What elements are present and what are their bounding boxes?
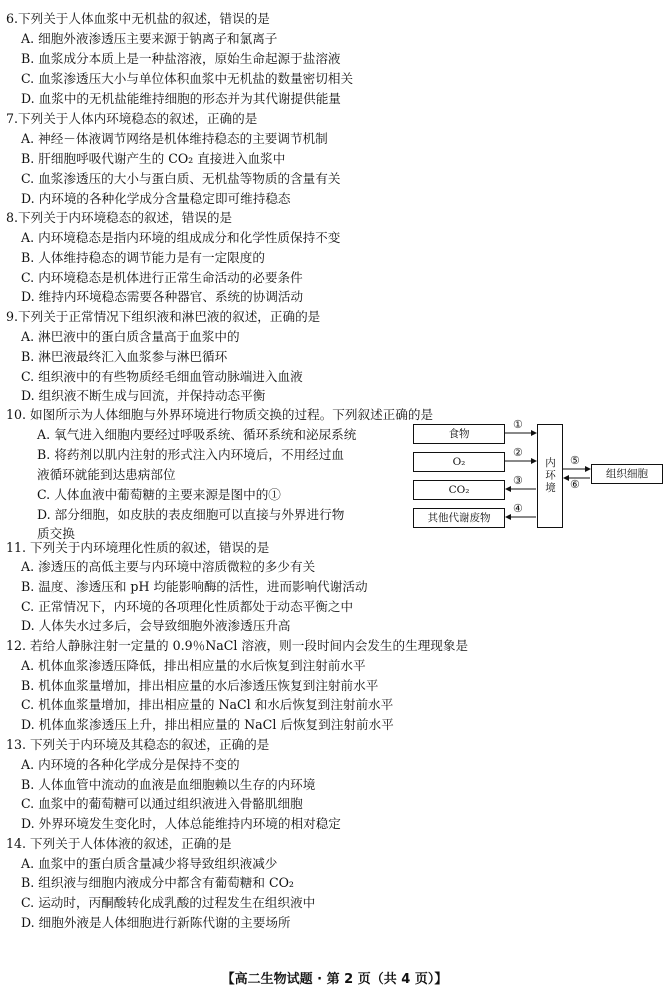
option-d: D. 维持内环境稳态需要各种器官、系统的协调活动: [21, 289, 304, 304]
option-b: B. 机体血浆量增加，排出相应量的水后渗透压恢复到注射前水平: [21, 678, 379, 693]
option-c: C. 血浆渗透压大小与单位体积血浆中无机盐的数量密切相关: [21, 71, 354, 86]
option-a: A. 淋巴液中的蛋白质含量高于血浆中的: [21, 329, 240, 344]
option-d: D. 内环境的各种化学成分含量稳定即可维持稳态: [21, 191, 291, 206]
question-stem: 13. 下列关于内环境及其稳态的叙述，正确的是: [6, 737, 270, 752]
marker-6: ⑥: [570, 478, 580, 491]
question-stem: 14. 下列关于人体体液的叙述，正确的是: [6, 836, 232, 851]
internal-environment-label: 内环境: [544, 457, 556, 495]
option-d: D. 人体失水过多后，会导致细胞外液渗透压升高: [21, 618, 291, 633]
question-stem: 6.下列关于人体血浆中无机盐的叙述，错误的是: [6, 11, 270, 26]
option-d: D. 细胞外液是人体细胞进行新陈代谢的主要场所: [21, 915, 291, 930]
marker-3: ③: [513, 474, 523, 487]
option-b-continued: 液循环就能到达患病部位: [37, 467, 176, 482]
question-stem: 9.下列关于正常情况下组织液和淋巴液的叙述，正确的是: [6, 309, 321, 324]
box-oxygen: O₂: [413, 452, 505, 472]
question-stem: 8.下列关于内环境稳态的叙述，错误的是: [6, 210, 233, 225]
question-stem: 12. 若给人静脉注射一定量的 0.9％NaCl 溶液，则一段时间内会发生的生理现象是: [6, 638, 469, 653]
option-d: D. 部分细胞，如皮肤的表皮细胞可以直接与外界进行物: [37, 507, 345, 522]
box-tissue-cell: 组织细胞: [591, 464, 663, 484]
marker-1: ①: [513, 418, 523, 431]
exchange-diagram: [410, 420, 665, 532]
option-d: D. 组织液不断生成与回流，并保持动态平衡: [21, 388, 266, 403]
option-b: B. 人体血管中流动的血液是血细胞赖以生存的内环境: [21, 777, 316, 792]
option-d: D. 外界环境发生变化时，人体总能维持内环境的相对稳定: [21, 816, 341, 831]
question-stem: 7.下列关于人体内环境稳态的叙述，正确的是: [6, 111, 258, 126]
box-food: 食物: [413, 424, 505, 444]
marker-2: ②: [513, 446, 523, 459]
option-b: B. 温度、渗透压和 pH 均能影响酶的活性，进而影响代谢活动: [21, 579, 368, 594]
option-c: C. 运动时，丙酮酸转化成乳酸的过程发生在组织液中: [21, 895, 316, 910]
diagram-arrows: [410, 420, 665, 532]
box-co2: CO₂: [413, 480, 505, 500]
option-b: B. 组织液与细胞内液成分中都含有葡萄糖和 CO₂: [21, 875, 294, 890]
option-a: A. 内环境的各种化学成分是保持不变的: [21, 757, 240, 772]
option-a: A. 机体血浆渗透压降低，排出相应量的水后恢复到注射前水平: [21, 658, 366, 673]
option-a: A. 渗透压的高低主要与内环境中溶质微粒的多少有关: [21, 559, 316, 574]
option-d-continued: 质交换: [37, 526, 75, 541]
option-a: A. 氧气进入细胞内要经过呼吸系统、循环系统和泌尿系统: [37, 427, 357, 442]
option-c: C. 人体血液中葡萄糖的主要来源是图中的①: [37, 487, 281, 502]
page-footer: 【高二生物试题 · 第 2 页（共 4 页）】: [221, 972, 448, 987]
option-c: C. 血浆中的葡萄糖可以通过组织液进入骨骼肌细胞: [21, 796, 303, 811]
option-c: C. 机体血浆量增加，排出相应量的 NaCl 和水后恢复到注射前水平: [21, 697, 394, 712]
option-c: C. 血浆渗透压的大小与蛋白质、无机盐等物质的含量有关: [21, 171, 341, 186]
option-b: B. 淋巴液最终汇入血浆参与淋巴循环: [21, 349, 228, 364]
option-a: A. 细胞外液渗透压主要来源于钠离子和氯离子: [21, 31, 278, 46]
option-c: C. 内环境稳态是机体进行正常生命活动的必要条件: [21, 270, 303, 285]
option-a: A. 内环境稳态是指内环境的组成成分和化学性质保持不变: [21, 230, 341, 245]
option-a: A. 血浆中的蛋白质含量减少将导致组织液减少: [21, 856, 278, 871]
option-b: B. 肝细胞呼吸代谢产生的 CO₂ 直接进入血浆中: [21, 151, 286, 166]
option-c: C. 正常情况下，内环境的各项理化性质都处于动态平衡之中: [21, 599, 354, 614]
marker-4: ④: [513, 502, 523, 515]
box-other-waste: 其他代谢废物: [413, 508, 505, 528]
option-b: B. 将药剂以肌内注射的形式注入内环境后，不用经过血: [37, 447, 344, 462]
option-a: A. 神经－体液调节网络是机体维持稳态的主要调节机制: [21, 131, 328, 146]
option-d: D. 机体血浆渗透压上升，排出相应量的 NaCl 后恢复到注射前水平: [21, 717, 394, 732]
option-d: D. 血浆中的无机盐能维持细胞的形态并为其代谢提供能量: [21, 91, 341, 106]
option-b: B. 血浆成分本质上是一种盐溶液，原始生命起源于盐溶液: [21, 51, 341, 66]
question-stem: 11. 下列关于内环境理化性质的叙述，错误的是: [6, 540, 270, 555]
question-stem: 10. 如图所示为人体细胞与外界环境进行物质交换的过程。下列叙述正确的是: [6, 407, 434, 422]
option-c: C. 组织液中的有些物质经毛细血管动脉端进入血液: [21, 369, 303, 384]
marker-5: ⑤: [570, 454, 580, 467]
option-b: B. 人体维持稳态的调节能力是有一定限度的: [21, 250, 265, 265]
